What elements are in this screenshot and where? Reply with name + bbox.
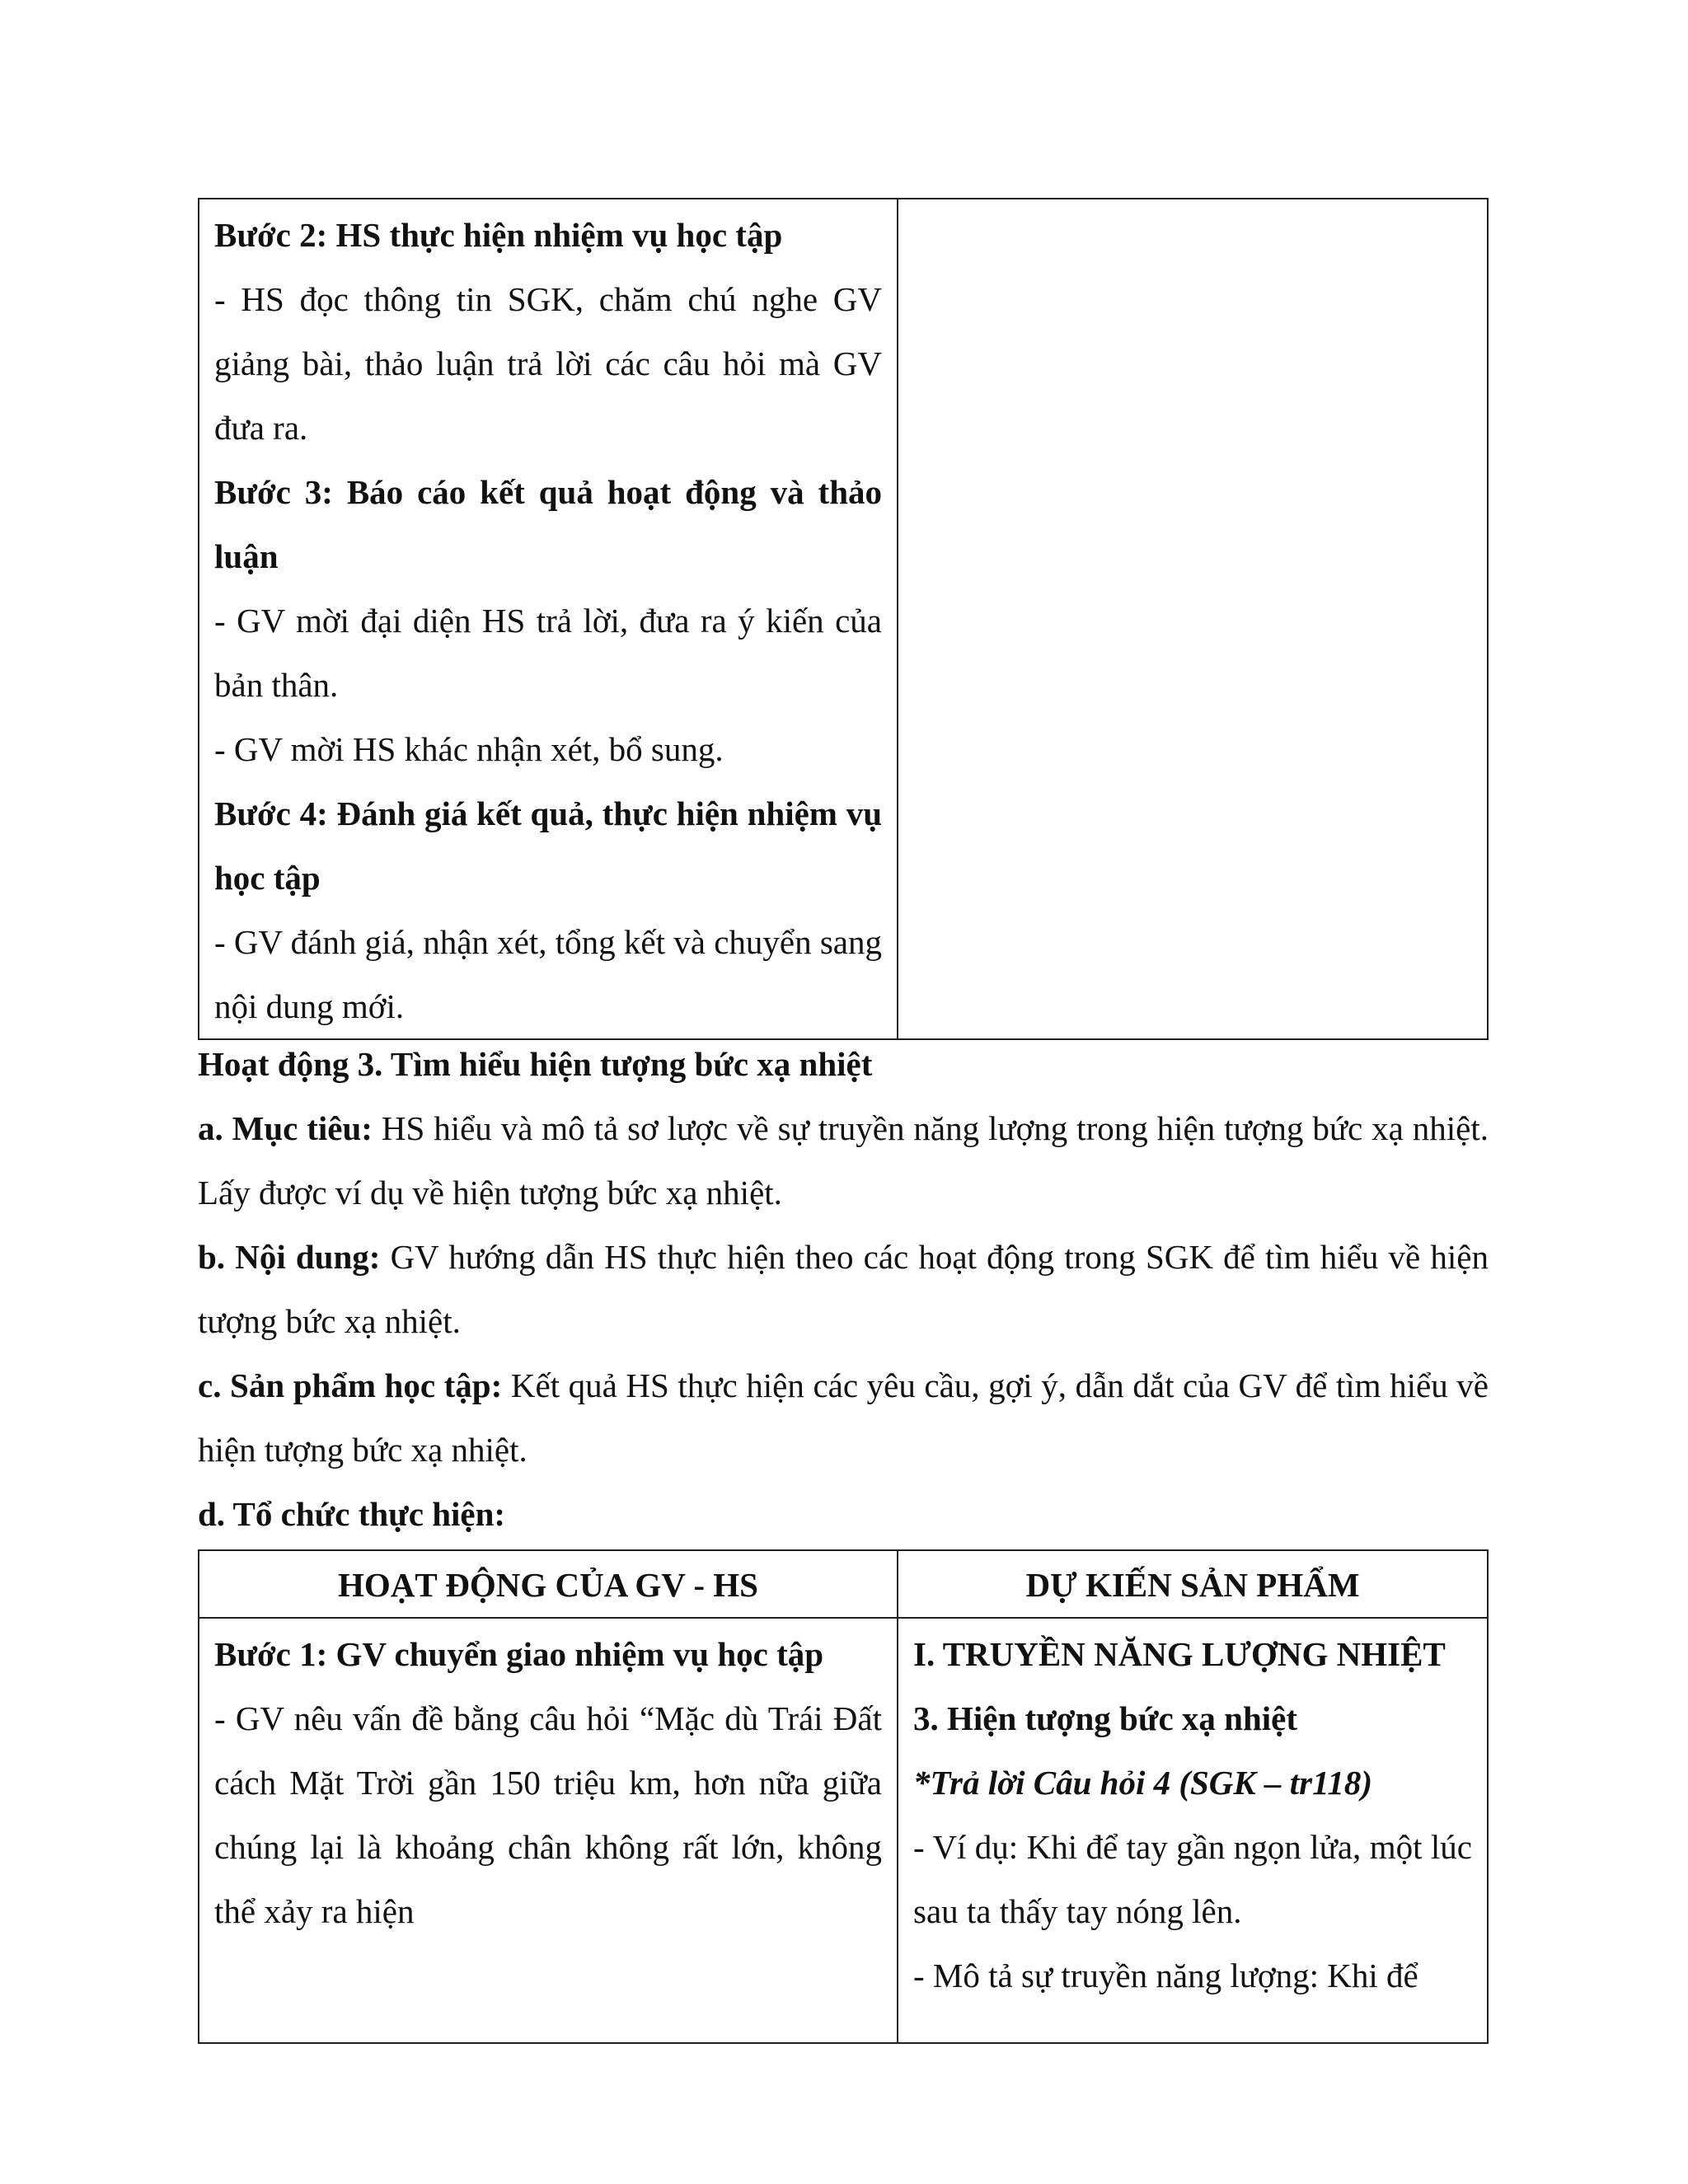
table-row	[199, 199, 1488, 1039]
step2-text: - HS đọc thông tin SGK, chăm chú nghe GV giảng bài, thảo luận trả lời các câu hỏi mà GV đưa ra.	[214, 280, 882, 447]
step1-text: - GV nêu vấn đề bằng câu hỏi “Mặc dù Trái Đất cách Mặt Trời gần 150 triệu km, hơn nữa giữa chúng lại là khoảng chân không rất lớn, không thể xảy ra hiện	[214, 1699, 882, 1930]
column-header-activity: HOẠT ĐỘNG CỦA GV - HS	[199, 1550, 898, 1618]
activity-table-continued	[198, 198, 1489, 1040]
activity-3-section	[198, 1032, 1489, 1546]
step1-title: Bước 1: GV chuyển giao nhiệm vụ học tập	[214, 1635, 824, 1673]
expected-product-cell	[898, 199, 1488, 1039]
objective-text: HS hiểu và mô tả sơ lược về sự truyền năng lượng trong hiện tượng bức xạ nhiệt. Lấy được ví dụ về hiện tượng bức xạ nhiệt.	[198, 1109, 1489, 1212]
product-section-title: I. TRUYỀN NĂNG LƯỢNG NHIỆT	[913, 1635, 1446, 1673]
product-text: Kết quả HS thực hiện các yêu cầu, gợi ý, dẫn dắt của GV để tìm hiểu về hiện tượng bức xạ nhiệt.	[198, 1366, 1489, 1469]
step3-title: Bước 3: Báo cáo kết quả hoạt động và thảo luận	[214, 473, 882, 575]
example-text: - Ví dụ: Khi để tay gần ngọn lửa, một lúc sau ta thấy tay nóng lên.	[913, 1828, 1472, 1930]
step4-text: - GV đánh giá, nhận xét, tổng kết và chuyển sang nội dung mới.	[214, 923, 882, 1025]
column-header-product: DỰ KIẾN SẢN PHẨM	[898, 1550, 1488, 1618]
expected-product-cell	[898, 1618, 1488, 2043]
product-subsection-title: 3. Hiện tượng bức xạ nhiệt	[913, 1699, 1297, 1737]
product-label: c. Sản phẩm học tập:	[198, 1366, 503, 1404]
teacher-student-activity-cell	[199, 1618, 898, 2043]
content-text: GV hướng dẫn HS thực hiện theo các hoạt động trong SGK để tìm hiểu về hiện tượng bức xạ nhiệt.	[198, 1238, 1489, 1340]
content-paragraph	[198, 1225, 1489, 1353]
step2-title: Bước 2: HS thực hiện nhiệm vụ học tập	[214, 216, 783, 254]
activity-3-table	[198, 1549, 1489, 2044]
table-header-row	[199, 1550, 1488, 1618]
step3-text-1: - GV mời đại diện HS trả lời, đưa ra ý kiến của bản thân.	[214, 602, 882, 704]
objective-label: a. Mục tiêu:	[198, 1109, 373, 1147]
table-row	[199, 1618, 1488, 2043]
energy-transfer-text: - Mô tả sự truyền năng lượng: Khi để	[913, 1957, 1418, 1994]
organization-label: d. Tổ chức thực hiện:	[198, 1495, 506, 1533]
answer-label: *Trả lời Câu hỏi 4 (SGK – tr118)	[913, 1764, 1373, 1802]
activity-heading: Hoạt động 3. Tìm hiểu hiện tượng bức xạ nhiệt	[198, 1045, 873, 1083]
product-paragraph	[198, 1353, 1489, 1482]
step4-title: Bước 4: Đánh giá kết quả, thực hiện nhiệm vụ học tập	[214, 794, 882, 897]
teacher-student-activity-cell	[199, 199, 898, 1039]
content-label: b. Nội dung:	[198, 1238, 381, 1276]
step3-text-2: - GV mời HS khác nhận xét, bổ sung.	[214, 730, 724, 768]
objective-paragraph	[198, 1096, 1489, 1225]
